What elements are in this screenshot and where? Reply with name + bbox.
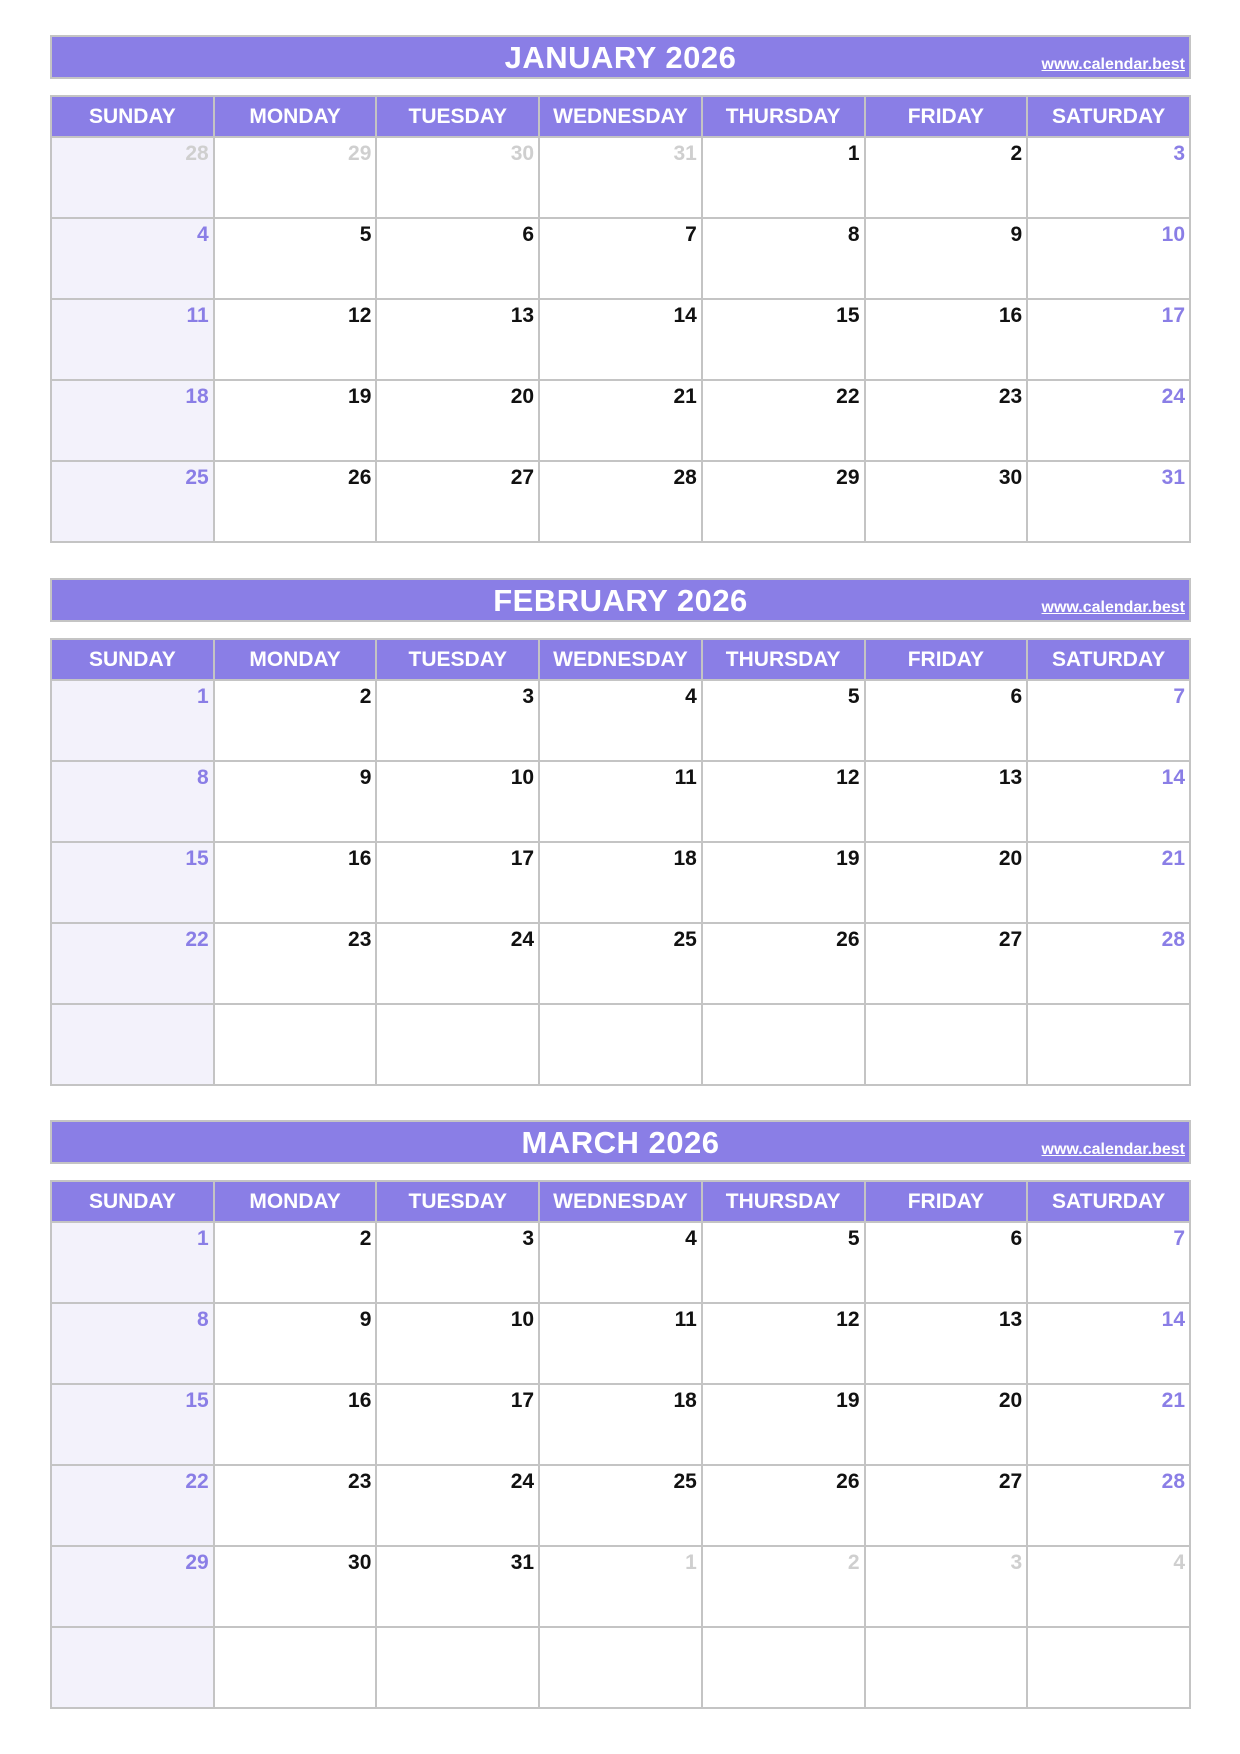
day-cell[interactable] <box>539 137 702 218</box>
weekday-header: WEDNESDAY <box>539 96 702 137</box>
day-cell[interactable] <box>702 680 865 761</box>
weekday-header: THURSDAY <box>702 639 865 680</box>
day-number: 19 <box>836 847 860 870</box>
day-cell[interactable] <box>1027 1303 1190 1384</box>
calendar-best-link[interactable]: www.calendar.best <box>1041 599 1185 616</box>
day-number: 24 <box>1161 385 1185 408</box>
day-cell[interactable] <box>376 1546 539 1627</box>
day-number: 20 <box>998 1389 1023 1412</box>
day-number: 22 <box>836 385 860 408</box>
month-grid <box>50 638 1191 1086</box>
weekday-header: MONDAY <box>214 1181 377 1222</box>
day-number <box>52 1628 213 1632</box>
week-row <box>51 1627 1190 1708</box>
day-number: 14 <box>1161 1308 1185 1331</box>
day-number: 1 <box>197 685 209 708</box>
weekday-header: TUESDAY <box>376 1181 539 1222</box>
week-row <box>51 380 1190 461</box>
day-cell[interactable] <box>376 923 539 1004</box>
day-number: 17 <box>510 847 535 870</box>
weekday-header: FRIDAY <box>865 1181 1028 1222</box>
week-row <box>51 761 1190 842</box>
day-number: 27 <box>998 928 1023 951</box>
day-cell[interactable] <box>865 761 1028 842</box>
day-cell[interactable] <box>214 923 377 1004</box>
day-cell[interactable] <box>702 1465 865 1546</box>
day-cell[interactable] <box>51 923 214 1004</box>
month-title: FEBRUARY 2026 <box>493 583 748 618</box>
day-number: 19 <box>836 1389 860 1412</box>
day-cell[interactable] <box>865 1627 1028 1708</box>
day-number: 9 <box>359 1308 372 1331</box>
day-number: 26 <box>348 466 372 489</box>
day-number: 31 <box>510 1551 535 1574</box>
week-row <box>51 1303 1190 1384</box>
month-block <box>50 1120 1191 1574</box>
day-cell[interactable] <box>702 1546 865 1627</box>
day-cell[interactable] <box>1027 299 1190 380</box>
day-cell[interactable] <box>376 380 539 461</box>
day-number: 11 <box>186 304 209 327</box>
week-row <box>51 1004 1190 1085</box>
day-number: 4 <box>1173 1551 1185 1574</box>
day-number: 2 <box>1010 142 1023 165</box>
month-header <box>50 1120 1191 1164</box>
day-number: 14 <box>1161 766 1185 789</box>
day-number: 3 <box>522 685 535 708</box>
weekday-header: TUESDAY <box>376 639 539 680</box>
day-number: 27 <box>510 466 535 489</box>
day-number: 6 <box>1010 685 1023 708</box>
day-cell[interactable] <box>376 1004 539 1085</box>
day-number: 25 <box>185 466 209 489</box>
day-number: 2 <box>359 1227 372 1250</box>
day-cell[interactable] <box>214 842 377 923</box>
day-number: 7 <box>685 223 697 246</box>
day-number: 22 <box>185 928 209 951</box>
day-number: 30 <box>998 466 1023 489</box>
day-cell[interactable] <box>214 1627 377 1708</box>
day-cell[interactable] <box>51 1303 214 1384</box>
weekday-header-row <box>51 1181 1190 1222</box>
day-number: 2 <box>359 685 372 708</box>
day-cell[interactable] <box>702 137 865 218</box>
weekday-header: SATURDAY <box>1027 1181 1190 1222</box>
day-number <box>215 1005 376 1009</box>
day-number: 2 <box>847 1551 860 1574</box>
day-cell[interactable] <box>51 842 214 923</box>
day-number: 21 <box>1161 847 1185 870</box>
calendar-best-link[interactable]: www.calendar.best <box>1041 1141 1185 1158</box>
day-cell[interactable] <box>376 842 539 923</box>
day-number: 3 <box>1010 1551 1023 1574</box>
weekday-header: SUNDAY <box>51 639 214 680</box>
week-row <box>51 299 1190 380</box>
day-cell[interactable] <box>214 680 377 761</box>
day-cell[interactable] <box>865 1465 1028 1546</box>
day-cell[interactable] <box>539 380 702 461</box>
day-number: 23 <box>348 1470 372 1493</box>
day-number <box>377 1628 538 1632</box>
day-cell[interactable] <box>51 761 214 842</box>
day-number: 29 <box>836 466 860 489</box>
day-cell[interactable] <box>539 842 702 923</box>
day-cell[interactable] <box>376 1465 539 1546</box>
weekday-header: SATURDAY <box>1027 639 1190 680</box>
calendar-best-link[interactable]: www.calendar.best <box>1041 56 1185 73</box>
day-number: 25 <box>673 1470 697 1493</box>
day-number: 6 <box>1010 1227 1023 1250</box>
day-number: 23 <box>348 928 372 951</box>
day-number: 14 <box>673 304 697 327</box>
day-cell[interactable] <box>539 1303 702 1384</box>
day-number: 24 <box>510 1470 535 1493</box>
day-cell[interactable] <box>539 1384 702 1465</box>
day-number: 15 <box>836 304 860 327</box>
day-cell[interactable] <box>214 299 377 380</box>
day-cell[interactable] <box>1027 218 1190 299</box>
day-cell[interactable] <box>1027 1465 1190 1546</box>
day-number: 26 <box>836 928 860 951</box>
day-number <box>52 1005 213 1009</box>
day-cell[interactable] <box>214 1384 377 1465</box>
day-number <box>540 1628 701 1632</box>
weekday-header: FRIDAY <box>865 96 1028 137</box>
month-header <box>50 35 1191 79</box>
day-cell[interactable] <box>865 218 1028 299</box>
day-number: 18 <box>673 1389 697 1412</box>
day-number: 29 <box>185 1551 209 1574</box>
day-number: 16 <box>998 304 1023 327</box>
day-cell[interactable] <box>702 1384 865 1465</box>
day-number <box>866 1628 1027 1632</box>
day-number <box>703 1005 864 1009</box>
weekday-header: THURSDAY <box>702 96 865 137</box>
day-number: 29 <box>348 142 372 165</box>
day-number: 9 <box>1010 223 1023 246</box>
day-cell[interactable] <box>376 761 539 842</box>
day-number: 1 <box>685 1551 697 1574</box>
day-cell[interactable] <box>702 761 865 842</box>
day-cell[interactable] <box>865 923 1028 1004</box>
day-cell[interactable] <box>1027 680 1190 761</box>
week-row <box>51 680 1190 761</box>
weekday-header: SUNDAY <box>51 96 214 137</box>
day-cell[interactable] <box>51 680 214 761</box>
month-block <box>50 35 1191 489</box>
day-cell[interactable] <box>51 461 214 542</box>
weekday-header: THURSDAY <box>702 1181 865 1222</box>
weekday-header: TUESDAY <box>376 96 539 137</box>
day-number: 17 <box>510 1389 535 1412</box>
week-row <box>51 1465 1190 1546</box>
day-cell[interactable] <box>214 461 377 542</box>
day-cell[interactable] <box>539 1627 702 1708</box>
day-cell[interactable] <box>376 218 539 299</box>
day-cell[interactable] <box>865 461 1028 542</box>
day-cell[interactable] <box>702 299 865 380</box>
day-cell[interactable] <box>51 1546 214 1627</box>
day-number: 3 <box>1173 142 1185 165</box>
day-cell[interactable] <box>702 923 865 1004</box>
day-number: 5 <box>847 685 860 708</box>
weekday-header: MONDAY <box>214 639 377 680</box>
day-number <box>866 1005 1027 1009</box>
day-number: 21 <box>1161 1389 1185 1412</box>
day-number <box>1028 1005 1189 1009</box>
day-number: 16 <box>348 1389 372 1412</box>
day-cell[interactable] <box>865 1303 1028 1384</box>
day-number: 17 <box>1161 304 1185 327</box>
day-number: 12 <box>348 304 372 327</box>
day-cell[interactable] <box>865 1004 1028 1085</box>
day-cell[interactable] <box>865 137 1028 218</box>
day-cell[interactable] <box>214 1303 377 1384</box>
weekday-header: SUNDAY <box>51 1181 214 1222</box>
day-number: 23 <box>998 385 1023 408</box>
day-cell[interactable] <box>702 1222 865 1303</box>
day-number: 4 <box>197 223 209 246</box>
day-number: 11 <box>674 766 697 789</box>
day-cell[interactable] <box>376 1384 539 1465</box>
weekday-header: WEDNESDAY <box>539 1181 702 1222</box>
day-number: 9 <box>359 766 372 789</box>
day-cell[interactable] <box>376 461 539 542</box>
day-cell[interactable] <box>1027 137 1190 218</box>
day-number <box>377 1005 538 1009</box>
day-number: 10 <box>1161 223 1185 246</box>
day-cell[interactable] <box>865 380 1028 461</box>
day-cell[interactable] <box>1027 1627 1190 1708</box>
day-number: 18 <box>673 847 697 870</box>
day-number <box>215 1628 376 1632</box>
day-cell[interactable] <box>1027 461 1190 542</box>
day-cell[interactable] <box>214 218 377 299</box>
day-cell[interactable] <box>51 1384 214 1465</box>
day-cell[interactable] <box>51 1004 214 1085</box>
weekday-header-row <box>51 96 1190 137</box>
weekday-header: FRIDAY <box>865 639 1028 680</box>
day-cell[interactable] <box>539 461 702 542</box>
day-cell[interactable] <box>51 1222 214 1303</box>
day-number: 11 <box>674 1308 697 1331</box>
day-number: 31 <box>673 142 697 165</box>
day-cell[interactable] <box>1027 923 1190 1004</box>
weekday-header: SATURDAY <box>1027 96 1190 137</box>
day-number: 21 <box>673 385 697 408</box>
day-number: 4 <box>685 1227 697 1250</box>
weekday-header-row <box>51 639 1190 680</box>
week-row <box>51 1384 1190 1465</box>
day-number: 1 <box>197 1227 209 1250</box>
day-cell[interactable] <box>865 1384 1028 1465</box>
day-cell[interactable] <box>376 1303 539 1384</box>
day-number: 12 <box>836 1308 860 1331</box>
day-number: 20 <box>998 847 1023 870</box>
day-cell[interactable] <box>1027 1546 1190 1627</box>
day-cell[interactable] <box>1027 380 1190 461</box>
day-number: 3 <box>522 1227 535 1250</box>
day-cell[interactable] <box>539 1004 702 1085</box>
day-cell[interactable] <box>702 842 865 923</box>
day-number: 28 <box>185 142 209 165</box>
day-cell[interactable] <box>702 380 865 461</box>
week-row <box>51 923 1190 1004</box>
day-cell[interactable] <box>214 1546 377 1627</box>
weekday-header: MONDAY <box>214 96 377 137</box>
day-cell[interactable] <box>539 299 702 380</box>
day-cell[interactable] <box>51 299 214 380</box>
day-cell[interactable] <box>865 842 1028 923</box>
week-row <box>51 218 1190 299</box>
day-cell[interactable] <box>376 1222 539 1303</box>
day-cell[interactable] <box>702 1627 865 1708</box>
day-cell[interactable] <box>702 218 865 299</box>
day-number: 8 <box>847 223 860 246</box>
day-cell[interactable] <box>1027 761 1190 842</box>
month-block <box>50 578 1191 951</box>
day-cell[interactable] <box>702 1303 865 1384</box>
week-row <box>51 461 1190 542</box>
day-number: 19 <box>348 385 372 408</box>
day-number: 15 <box>185 1389 209 1412</box>
day-number: 31 <box>1161 466 1185 489</box>
day-number: 8 <box>197 1308 209 1331</box>
day-cell[interactable] <box>865 680 1028 761</box>
day-cell[interactable] <box>214 137 377 218</box>
day-number: 1 <box>847 142 860 165</box>
day-number: 27 <box>998 1470 1023 1493</box>
day-number: 22 <box>185 1470 209 1493</box>
day-number: 10 <box>510 1308 535 1331</box>
week-row <box>51 1222 1190 1303</box>
month-title: JANUARY 2026 <box>504 40 737 75</box>
day-number: 10 <box>510 766 535 789</box>
day-cell[interactable] <box>214 1465 377 1546</box>
day-number: 18 <box>185 385 209 408</box>
day-number: 15 <box>185 847 209 870</box>
day-number: 30 <box>348 1551 372 1574</box>
day-cell[interactable] <box>539 1465 702 1546</box>
day-cell[interactable] <box>539 923 702 1004</box>
day-number: 24 <box>510 928 535 951</box>
day-cell[interactable] <box>214 761 377 842</box>
day-cell[interactable] <box>865 299 1028 380</box>
day-number: 13 <box>998 766 1023 789</box>
day-number: 7 <box>1173 1227 1185 1250</box>
weekday-header: WEDNESDAY <box>539 639 702 680</box>
day-number: 7 <box>1173 685 1185 708</box>
day-cell[interactable] <box>376 1627 539 1708</box>
day-number: 6 <box>522 223 535 246</box>
day-number: 13 <box>998 1308 1023 1331</box>
day-cell[interactable] <box>51 137 214 218</box>
day-cell[interactable] <box>539 680 702 761</box>
week-row <box>51 137 1190 218</box>
day-cell[interactable] <box>1027 1222 1190 1303</box>
day-cell[interactable] <box>1027 1384 1190 1465</box>
day-cell[interactable] <box>51 1627 214 1708</box>
day-number: 25 <box>673 928 697 951</box>
day-cell[interactable] <box>539 1222 702 1303</box>
day-cell[interactable] <box>376 299 539 380</box>
day-cell[interactable] <box>214 1222 377 1303</box>
day-number: 16 <box>348 847 372 870</box>
day-cell[interactable] <box>1027 1004 1190 1085</box>
day-number <box>703 1628 864 1632</box>
month-header <box>50 578 1191 622</box>
day-number <box>1028 1628 1189 1632</box>
day-cell[interactable] <box>539 1546 702 1627</box>
day-number: 28 <box>673 466 697 489</box>
day-cell[interactable] <box>702 1004 865 1085</box>
day-cell[interactable] <box>214 1004 377 1085</box>
day-number: 4 <box>685 685 697 708</box>
day-cell[interactable] <box>865 1222 1028 1303</box>
month-title: MARCH 2026 <box>521 1125 720 1160</box>
week-row <box>51 1546 1190 1627</box>
month-grid <box>50 1180 1191 1709</box>
day-number: 5 <box>847 1227 860 1250</box>
day-cell[interactable] <box>51 1465 214 1546</box>
day-number: 20 <box>510 385 535 408</box>
day-cell[interactable] <box>702 461 865 542</box>
day-cell[interactable] <box>539 761 702 842</box>
day-cell[interactable] <box>539 218 702 299</box>
day-cell[interactable] <box>51 218 214 299</box>
day-cell[interactable] <box>376 680 539 761</box>
day-number: 30 <box>510 142 535 165</box>
day-cell[interactable] <box>376 137 539 218</box>
day-number: 28 <box>1161 1470 1185 1493</box>
day-number: 28 <box>1161 928 1185 951</box>
day-number: 26 <box>836 1470 860 1493</box>
day-number <box>540 1005 701 1009</box>
day-number: 12 <box>836 766 860 789</box>
day-number: 13 <box>510 304 535 327</box>
month-grid <box>50 95 1191 543</box>
day-cell[interactable] <box>1027 842 1190 923</box>
week-row <box>51 842 1190 923</box>
day-number: 5 <box>359 223 372 246</box>
day-cell[interactable] <box>214 380 377 461</box>
day-number: 8 <box>197 766 209 789</box>
day-cell[interactable] <box>865 1546 1028 1627</box>
day-cell[interactable] <box>51 380 214 461</box>
